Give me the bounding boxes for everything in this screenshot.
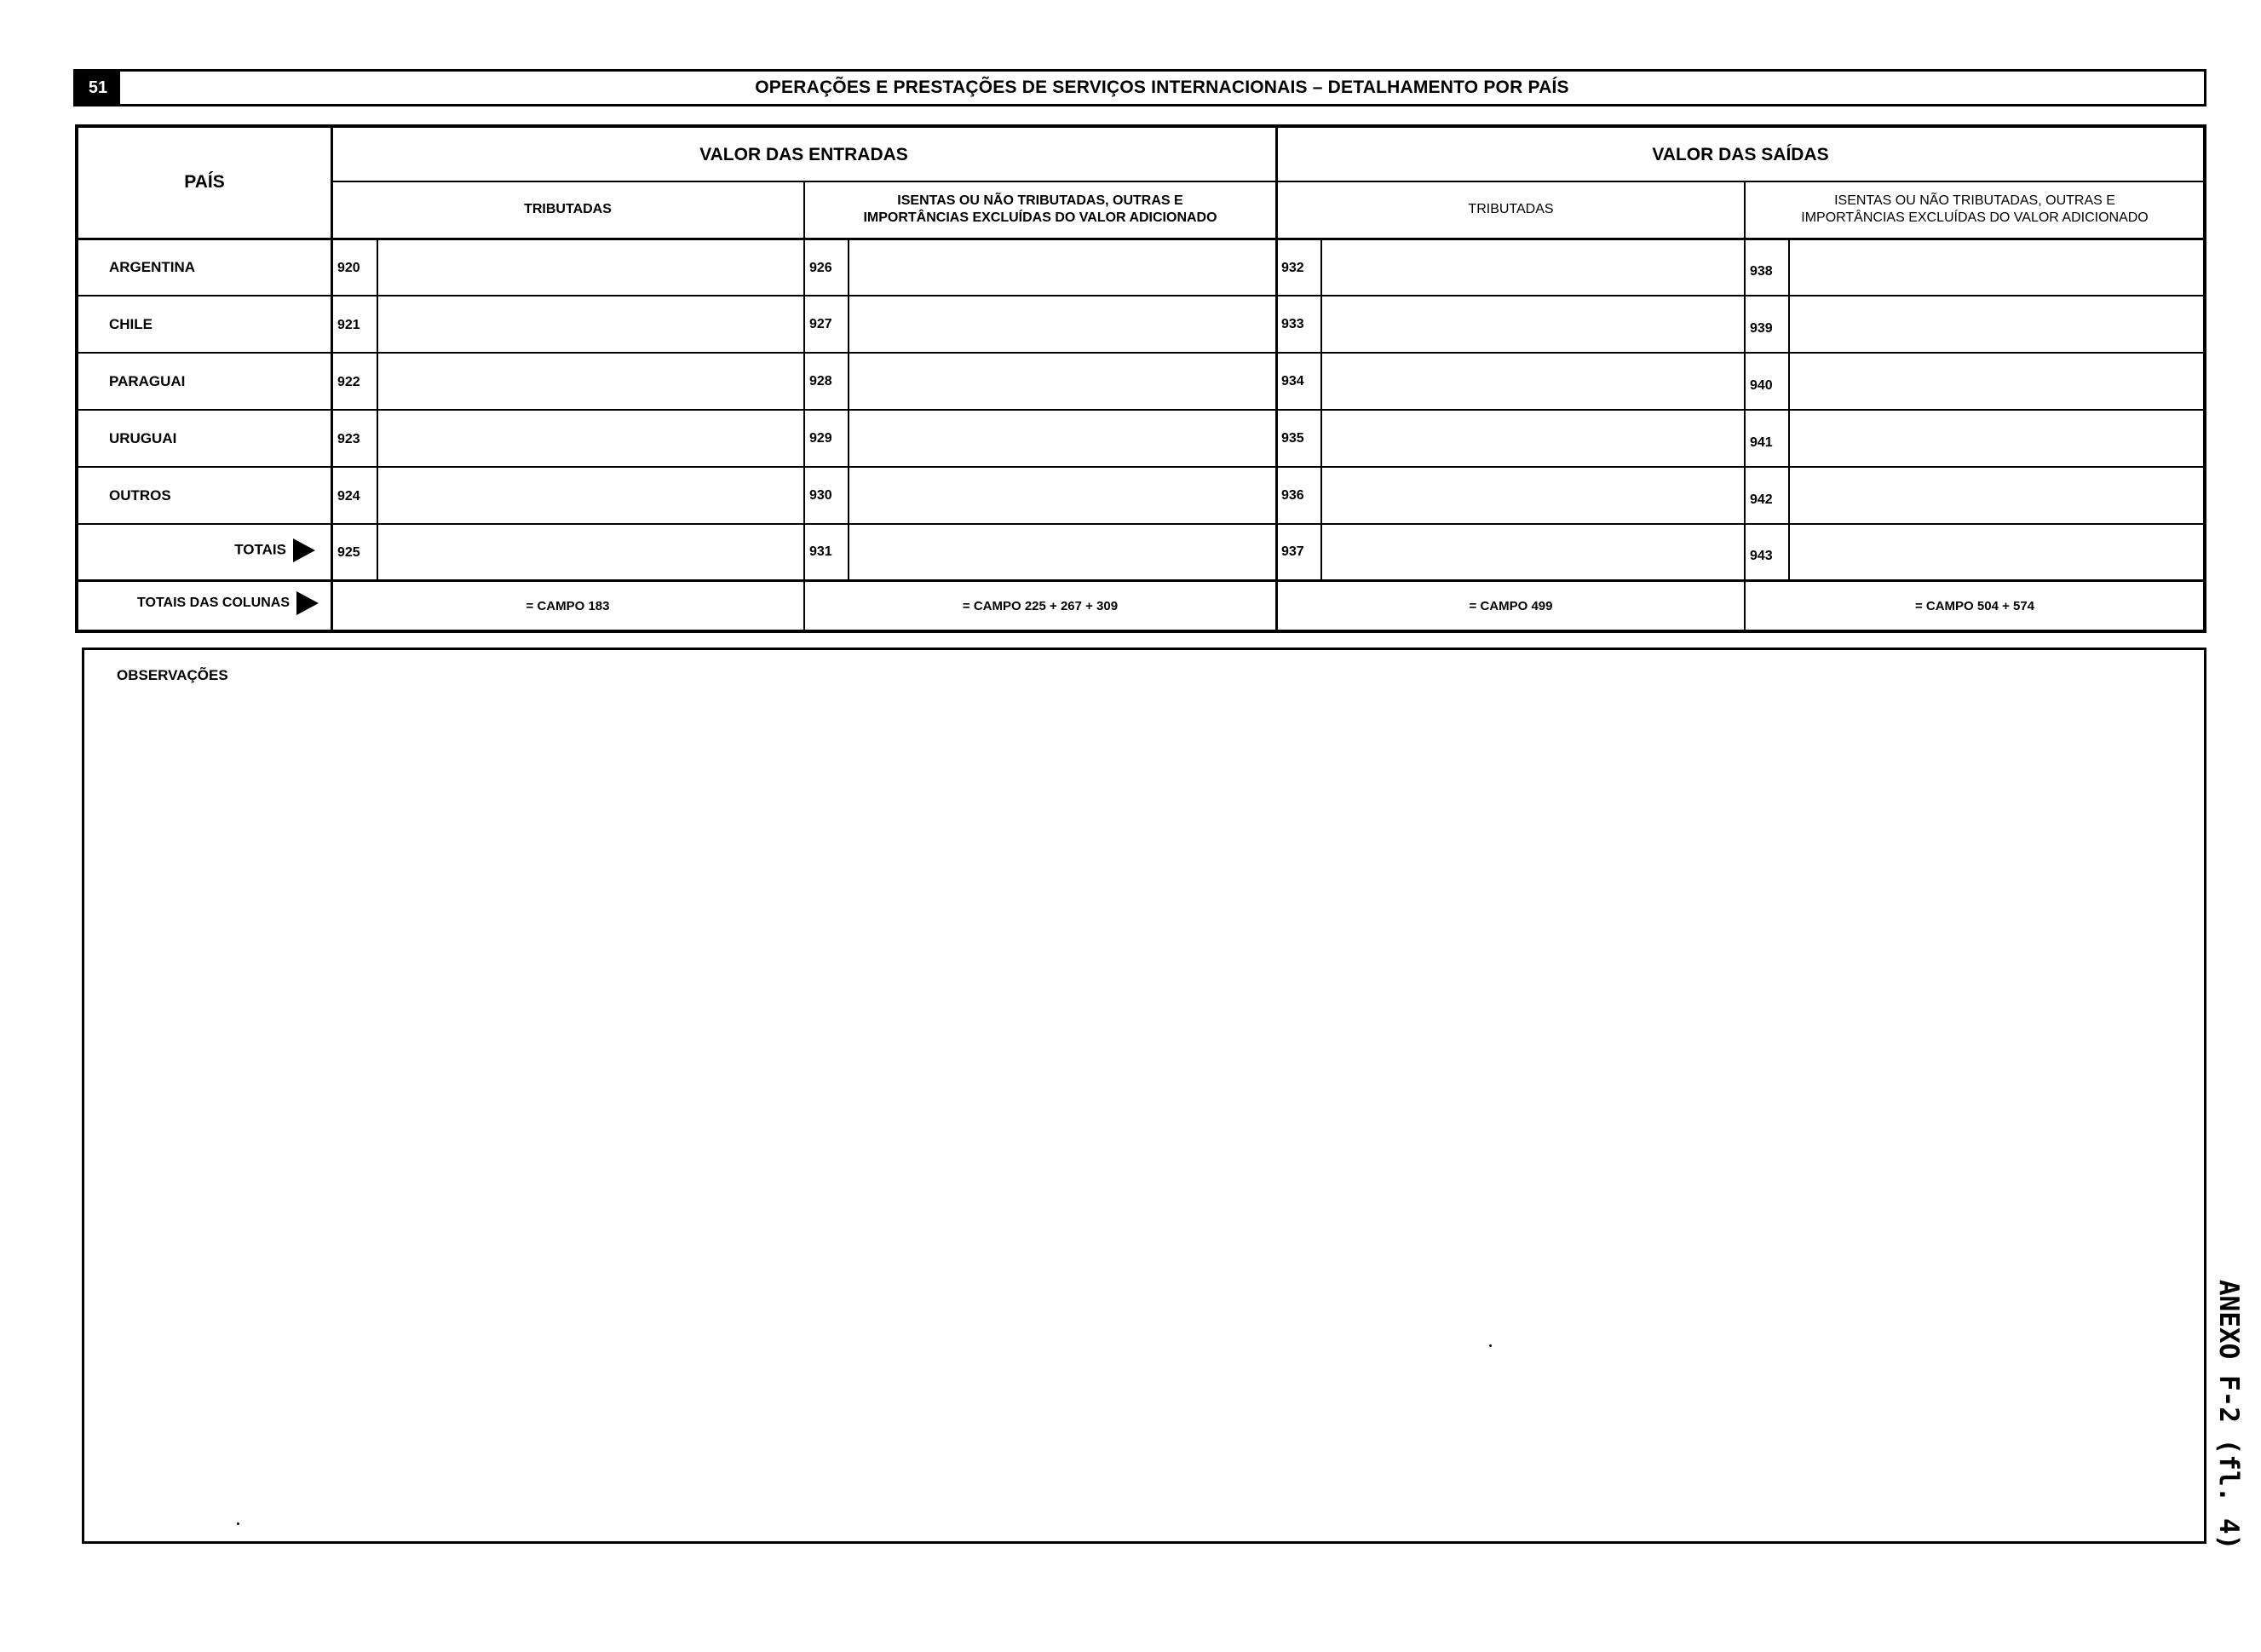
country-detail-table	[75, 124, 2206, 633]
column-totals-text: TOTAIS DAS COLUNAS	[137, 596, 290, 611]
section-title-bar	[73, 69, 2206, 106]
right-arrow-icon	[296, 591, 319, 615]
row-label-argentina: ARGENTINA	[109, 259, 196, 275]
value-field-924[interactable]	[379, 468, 803, 523]
field-code: 926	[809, 261, 832, 275]
value-field-936[interactable]	[1323, 468, 1744, 523]
field-code: 925	[337, 545, 360, 560]
field-code: 940	[1750, 378, 1773, 393]
field-code: 927	[809, 317, 832, 331]
field-code: 932	[1281, 261, 1304, 275]
totals-bottom-line	[78, 579, 2203, 582]
scan-speck	[237, 1522, 239, 1525]
footer-saidas-tributadas: = CAMPO 499	[1469, 599, 1553, 613]
section-title: OPERAÇÕES E PRESTAÇÕES DE SERVIÇOS INTERNACIONAIS – DETALHAMENTO POR PAÍS	[755, 78, 1569, 97]
saidas-header: VALOR DAS SAÍDAS	[1652, 145, 1829, 164]
totals-row-label	[78, 538, 315, 562]
column-totals-label	[78, 591, 319, 615]
value-field-921[interactable]	[379, 296, 803, 352]
saidas-isentas-header	[1746, 193, 2203, 227]
field-code: 929	[809, 431, 832, 446]
footer-entradas-isentas: = CAMPO 225 + 267 + 309	[962, 599, 1119, 613]
value-field-923[interactable]	[379, 411, 803, 466]
value-field-934[interactable]	[1323, 354, 1744, 409]
field-code: 936	[1281, 488, 1304, 503]
field-code: 937	[1281, 544, 1304, 559]
field-code: 928	[809, 374, 832, 389]
value-field-929[interactable]	[850, 411, 1275, 466]
field-code: 933	[1281, 317, 1304, 331]
value-field-930[interactable]	[850, 468, 1275, 523]
row-label-chile: CHILE	[109, 316, 152, 332]
field-code: 924	[337, 489, 360, 504]
scan-speck	[1489, 1344, 1492, 1347]
header-split-line	[331, 181, 2203, 182]
row-label-uruguai: URUGUAI	[109, 430, 177, 446]
entradas-tributadas-header: TRIBUTADAS	[524, 202, 612, 216]
row-label-outros: OUTROS	[109, 487, 171, 504]
entradas-isentas-line1: ISENTAS OU NÃO TRIBUTADAS, OUTRAS E	[897, 193, 1183, 208]
value-field-922[interactable]	[379, 354, 803, 409]
row-label-paraguai: PARAGUAI	[109, 373, 186, 389]
footer-saidas-isentas: = CAMPO 504 + 574	[1914, 599, 2035, 613]
divider-saidas-sub	[1744, 181, 1746, 630]
value-field-938[interactable]	[1791, 239, 2203, 295]
field-code: 935	[1281, 431, 1304, 446]
value-field-943[interactable]	[1791, 525, 2203, 579]
saidas-isentas-line2: IMPORTÂNCIAS EXCLUÍDAS DO VALOR ADICIONADO	[1801, 210, 2149, 225]
value-field-937[interactable]	[1323, 525, 1744, 579]
value-field-920[interactable]	[379, 239, 803, 295]
field-code: 930	[809, 488, 832, 503]
value-field-939[interactable]	[1791, 296, 2203, 352]
observations-box[interactable]	[82, 648, 2206, 1544]
field-code: 943	[1750, 549, 1773, 563]
right-arrow-icon	[293, 538, 315, 562]
value-field-933[interactable]	[1323, 296, 1744, 352]
entradas-isentas-line2: IMPORTÂNCIAS EXCLUÍDAS DO VALOR ADICIONADO	[863, 210, 1217, 225]
value-field-931[interactable]	[850, 525, 1275, 579]
observations-label: OBSERVAÇÕES	[117, 667, 228, 683]
divider-entradas-sub	[803, 181, 805, 630]
pais-header: PAÍS	[184, 172, 225, 192]
section-number: 51	[76, 72, 120, 104]
value-field-926[interactable]	[850, 239, 1275, 295]
annex-label: ANEXO F-2 (fl. 4)	[2213, 1280, 2244, 1551]
field-code: 941	[1750, 435, 1773, 450]
field-code: 921	[337, 318, 360, 332]
saidas-isentas-line1: ISENTAS OU NÃO TRIBUTADAS, OUTRAS E	[1834, 193, 2115, 208]
field-code: 938	[1750, 264, 1773, 279]
value-field-928[interactable]	[850, 354, 1275, 409]
field-code: 920	[337, 261, 360, 275]
field-code: 934	[1281, 374, 1304, 389]
totals-label-text: TOTAIS	[234, 541, 286, 558]
field-code: 922	[337, 375, 360, 389]
entradas-isentas-header	[805, 193, 1275, 227]
value-field-932[interactable]	[1323, 239, 1744, 295]
entradas-header: VALOR DAS ENTRADAS	[699, 145, 908, 164]
value-field-941[interactable]	[1791, 411, 2203, 466]
field-code: 942	[1750, 492, 1773, 507]
field-code: 923	[337, 432, 360, 446]
field-code: 931	[809, 544, 832, 559]
value-field-940[interactable]	[1791, 354, 2203, 409]
saidas-tributadas-header: TRIBUTADAS	[1468, 202, 1554, 216]
field-code: 939	[1750, 321, 1773, 336]
value-field-942[interactable]	[1791, 468, 2203, 523]
value-field-935[interactable]	[1323, 411, 1744, 466]
annex-label-container	[2213, 1280, 2249, 1551]
footer-entradas-tributadas: = CAMPO 183	[526, 599, 610, 613]
value-field-927[interactable]	[850, 296, 1275, 352]
value-field-925[interactable]	[379, 525, 803, 579]
